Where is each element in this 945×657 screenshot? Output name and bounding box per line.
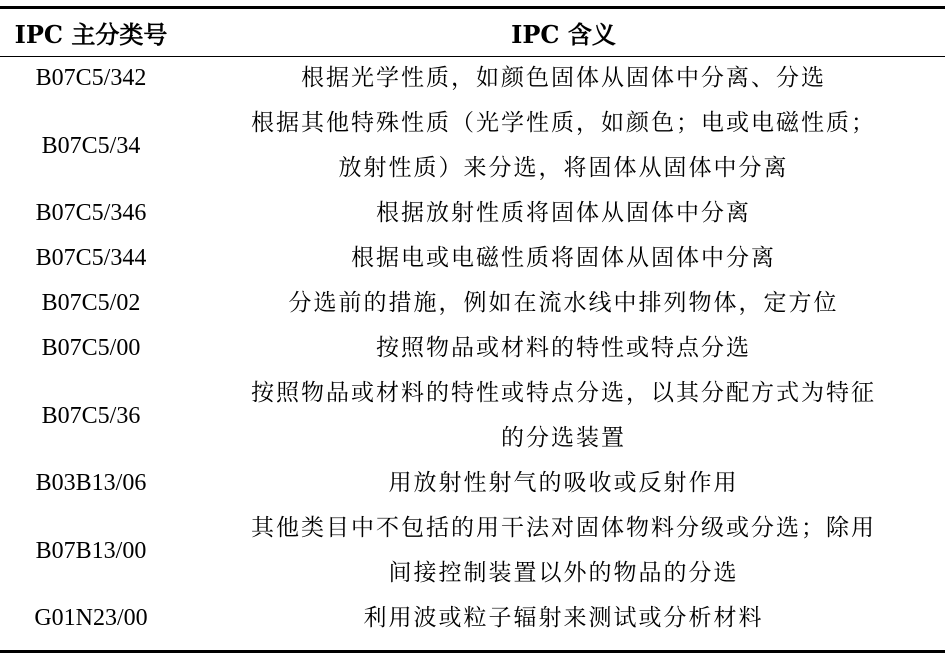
- meaning-line: 分选前的措施，例如在流水线中排列物体，定方位: [288, 290, 839, 316]
- table-row: [0, 506, 945, 596]
- ipc-code-cell: B07C5/00: [41, 335, 141, 361]
- header-ipc-code: IPC 主分类号: [14, 20, 168, 49]
- ipc-meaning-cell: [182, 101, 945, 191]
- table-row: [0, 191, 945, 236]
- table-header-row: [0, 9, 945, 56]
- ipc-meaning-cell: [182, 506, 945, 596]
- meaning-line: 的分选装置: [501, 425, 626, 451]
- ipc-code-cell: B03B13/06: [35, 470, 147, 496]
- ipc-meaning-cell: [182, 56, 945, 101]
- ipc-code-cell: B07C5/36: [41, 402, 141, 429]
- meaning-line: 按照物品或材料的特性或特点分选，以其分配方式为特征: [251, 380, 876, 406]
- table-row: [0, 326, 945, 371]
- ipc-meaning-cell: [182, 191, 945, 236]
- ipc-meaning-cell: [182, 326, 945, 371]
- ipc-meaning-cell: [182, 461, 945, 506]
- meaning-line: 放射性质）来分选，将固体从固体中分离: [338, 155, 789, 181]
- meaning-line: 用放射性射气的吸收或反射作用: [388, 470, 739, 496]
- meaning-line: 其他类目中不包括的用干法对固体物料分级或分选；除用: [251, 515, 876, 541]
- meaning-line: 根据其他特殊性质（光学性质，如颜色；电或电磁性质；: [251, 110, 876, 136]
- ipc-meaning-cell: [182, 281, 945, 326]
- meaning-line: 按照物品或材料的特性或特点分选: [376, 335, 751, 361]
- ipc-meaning-cell: [182, 596, 945, 641]
- ipc-classification-table: [0, 9, 945, 641]
- ipc-code-cell: B07C5/02: [41, 290, 141, 316]
- table-row: [0, 461, 945, 506]
- ipc-code-cell: G01N23/00: [34, 605, 148, 631]
- ipc-code-cell: B07C5/346: [35, 200, 147, 226]
- ipc-meaning-cell: [182, 236, 945, 281]
- meaning-line: 间接控制装置以外的物品的分选: [388, 560, 739, 586]
- table-row: [0, 101, 945, 191]
- table-row: [0, 596, 945, 641]
- meaning-line: 利用波或粒子辐射来测试或分析材料: [363, 605, 764, 631]
- ipc-code-cell: B07C5/342: [35, 65, 147, 91]
- table-bottom-rule: [0, 650, 945, 653]
- table-row: [0, 281, 945, 326]
- meaning-line: 根据放射性质将固体从固体中分离: [376, 200, 751, 226]
- meaning-line: 根据电或电磁性质将固体从固体中分离: [351, 245, 776, 271]
- table-row: [0, 56, 945, 101]
- table-row: [0, 371, 945, 461]
- ipc-code-cell: B07C5/34: [41, 132, 141, 159]
- ipc-meaning-cell: [182, 371, 945, 461]
- header-ipc-meaning: IPC 含义: [511, 20, 616, 49]
- ipc-code-cell: B07C5/344: [35, 245, 147, 271]
- table-row: [0, 236, 945, 281]
- ipc-code-cell: B07B13/00: [35, 537, 147, 564]
- meaning-line: 根据光学性质，如颜色固体从固体中分离、分选: [301, 65, 826, 91]
